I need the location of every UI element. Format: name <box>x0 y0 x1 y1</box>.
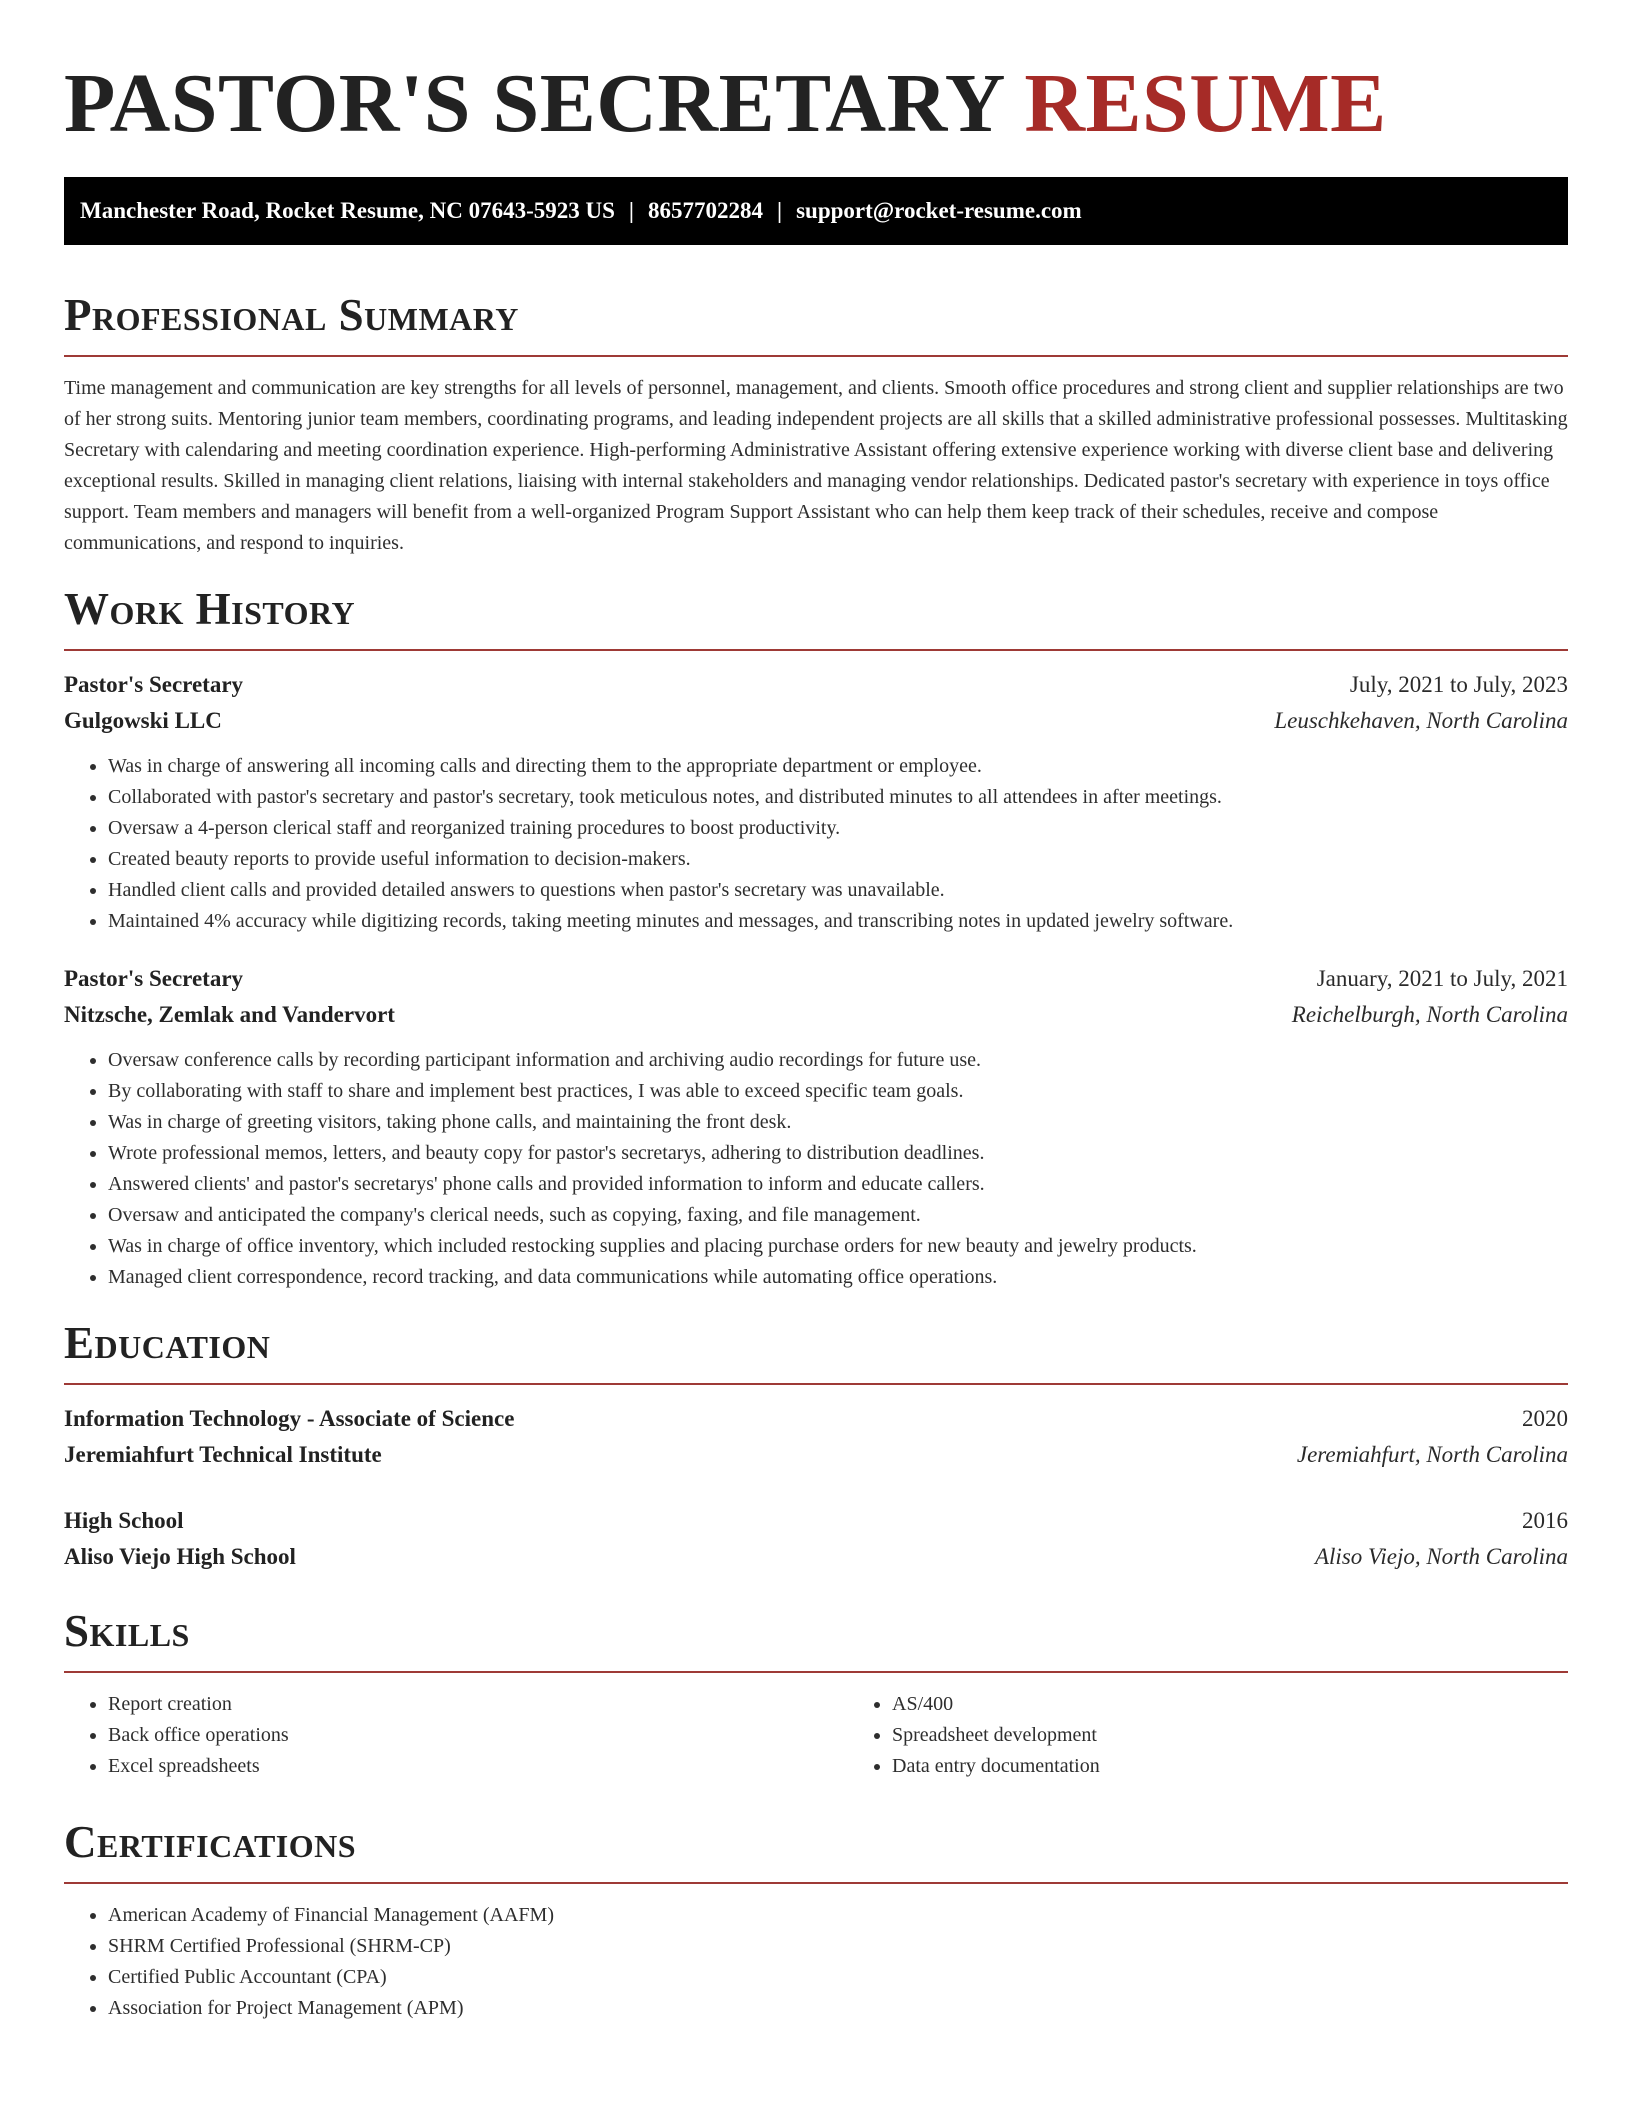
list-item: • Maintained 4% accuracy while digitizing records, taking meeting minutes and messages, and transcribing notes in updated jewelry software. <box>108 906 1568 937</box>
list-item: • Certified Public Accountant (CPA) <box>108 1962 1568 1993</box>
list-item: • Association for Project Management (APM) <box>108 1993 1568 2024</box>
job-company-row <box>64 997 1568 1033</box>
job-company: Nitzsche, Zemlak and Vandervort <box>64 1002 395 1027</box>
list-item: • American Academy of Financial Management (AAFM) <box>108 1900 1568 1931</box>
title-main: PASTOR'S SECRETARY <box>64 57 1003 150</box>
job-entry <box>64 667 1568 937</box>
education-school: Jeremiahfurt Technical Institute <box>64 1442 382 1467</box>
job-bullets <box>64 751 1568 937</box>
education-entry <box>64 1401 1568 1473</box>
list-item: • Wrote professional memos, letters, and beauty copy for pastor's secretarys, adhering to distribution deadlines. <box>108 1138 1568 1169</box>
list-item: • Report creation <box>108 1689 848 1720</box>
work-heading: Work History <box>64 584 356 634</box>
contact-phone[interactable]: 8657702284 <box>648 198 763 223</box>
list-item: • Oversaw and anticipated the company's clerical needs, such as copying, faxing, and file management. <box>108 1200 1568 1231</box>
education-entry <box>64 1503 1568 1575</box>
education-degree: Information Technology - Associate of Science <box>64 1406 515 1431</box>
summary-text: Time management and communication are key strengths for all levels of personnel, management, and clients. Smooth office procedures and strong client and supplier relationships are two of her strong suits. Mentoring junior team members, coordinating programs, and leading independent projects are all skills that a skilled administrative professional possesses. Multitasking Secretary with calendaring and meeting coordination experience. High-performing Administrative Assistant offering extensive experience working with diverse client base and delivering exceptional results. Skilled in managing client relations, liaising with internal stakeholders and managing vendor relationships. Dedicated pastor's secretary with experience in toys office support. Team members and managers will benefit from a well-organized Program Support Assistant who can help them keep track of their schedules, receive and compose communications, and respond to inquiries. <box>64 377 1568 554</box>
list-item: • Was in charge of answering all incoming calls and directing them to the appropriate department or employee. <box>108 751 1568 782</box>
job-entry <box>64 961 1568 1293</box>
list-item: • Answered clients' and pastor's secretarys' phone calls and provided information to inform and educate callers. <box>108 1169 1568 1200</box>
education-section <box>64 1317 1568 1575</box>
list-item: • Oversaw a 4-person clerical staff and reorganized training procedures to boost productivity. <box>108 813 1568 844</box>
summary-heading: Professional Summary <box>64 290 519 340</box>
job-header-row <box>64 961 1568 997</box>
contact-separator: | <box>777 198 783 223</box>
education-school-row <box>64 1539 1568 1575</box>
job-company-row <box>64 703 1568 739</box>
list-item: • Spreadsheet development <box>892 1720 1100 1751</box>
section-divider <box>64 1383 1568 1385</box>
skills-heading: Skills <box>64 1606 190 1656</box>
skills-section <box>64 1605 1568 1782</box>
title-accent: RESUME <box>1024 57 1387 150</box>
summary-section <box>64 289 1568 559</box>
section-divider <box>64 649 1568 651</box>
job-company: Gulgowski LLC <box>64 708 222 733</box>
list-item: • Managed client correspondence, record tracking, and data communications while automating office operations. <box>108 1262 1568 1293</box>
education-school-row <box>64 1437 1568 1473</box>
job-location: Reichelburgh, North Carolina <box>1291 1002 1568 1027</box>
job-bullets <box>64 1045 1568 1293</box>
contact-separator: | <box>628 198 634 223</box>
contact-bar <box>64 177 1568 245</box>
list-item: • Back office operations <box>108 1720 848 1751</box>
education-degree: High School <box>64 1508 184 1533</box>
skills-grid <box>64 1689 1568 1782</box>
job-title: Pastor's Secretary <box>64 672 244 697</box>
skills-column-left <box>64 1689 848 1782</box>
certifications-list <box>64 1900 1568 2024</box>
list-item: • SHRM Certified Professional (SHRM-CP) <box>108 1931 1568 1962</box>
job-dates: July, 2021 to July, 2023 <box>1349 672 1568 697</box>
education-header-row <box>64 1503 1568 1539</box>
work-section <box>64 583 1568 1293</box>
education-location: Jeremiahfurt, North Carolina <box>1296 1442 1568 1467</box>
list-item: • Excel spreadsheets <box>108 1751 848 1782</box>
list-item: • Was in charge of greeting visitors, taking phone calls, and maintaining the front desk. <box>108 1107 1568 1138</box>
list-item: • Handled client calls and provided detailed answers to questions when pastor's secretary was unavailable. <box>108 875 1568 906</box>
list-item: • Was in charge of office inventory, which included restocking supplies and placing purchase orders for new beauty and jewelry products. <box>108 1231 1568 1262</box>
section-divider <box>64 355 1568 357</box>
skills-column-right <box>848 1689 1100 1782</box>
list-item: • Oversaw conference calls by recording participant information and archiving audio recordings for future use. <box>108 1045 1568 1076</box>
contact-email[interactable]: support@rocket-resume.com <box>796 198 1082 223</box>
job-title: Pastor's Secretary <box>64 966 244 991</box>
job-dates: January, 2021 to July, 2021 <box>1316 966 1568 991</box>
section-divider <box>64 1882 1568 1884</box>
education-header-row <box>64 1401 1568 1437</box>
certifications-section <box>64 1816 1568 2024</box>
section-divider <box>64 1671 1568 1673</box>
list-item: • Data entry documentation <box>892 1751 1100 1782</box>
list-item: • AS/400 <box>892 1689 1100 1720</box>
job-header-row <box>64 667 1568 703</box>
contact-address: Manchester Road, Rocket Resume, NC 07643-5923 US <box>80 198 615 223</box>
education-year: 2020 <box>1522 1406 1568 1431</box>
education-school: Aliso Viejo High School <box>64 1544 296 1569</box>
list-item: • Created beauty reports to provide useful information to decision-makers. <box>108 844 1568 875</box>
certifications-heading: Certifications <box>64 1817 357 1867</box>
education-year: 2016 <box>1522 1508 1568 1533</box>
job-location: Leuschkehaven, North Carolina <box>1274 708 1568 733</box>
list-item: • By collaborating with staff to share and implement best practices, I was able to exceed specific team goals. <box>108 1076 1568 1107</box>
education-heading: Education <box>64 1318 271 1368</box>
resume-title <box>64 0 1568 148</box>
list-item: • Collaborated with pastor's secretary and pastor's secretary, took meticulous notes, and distributed minutes to all attendees in after meetings. <box>108 782 1568 813</box>
education-location: Aliso Viejo, North Carolina <box>1314 1544 1568 1569</box>
